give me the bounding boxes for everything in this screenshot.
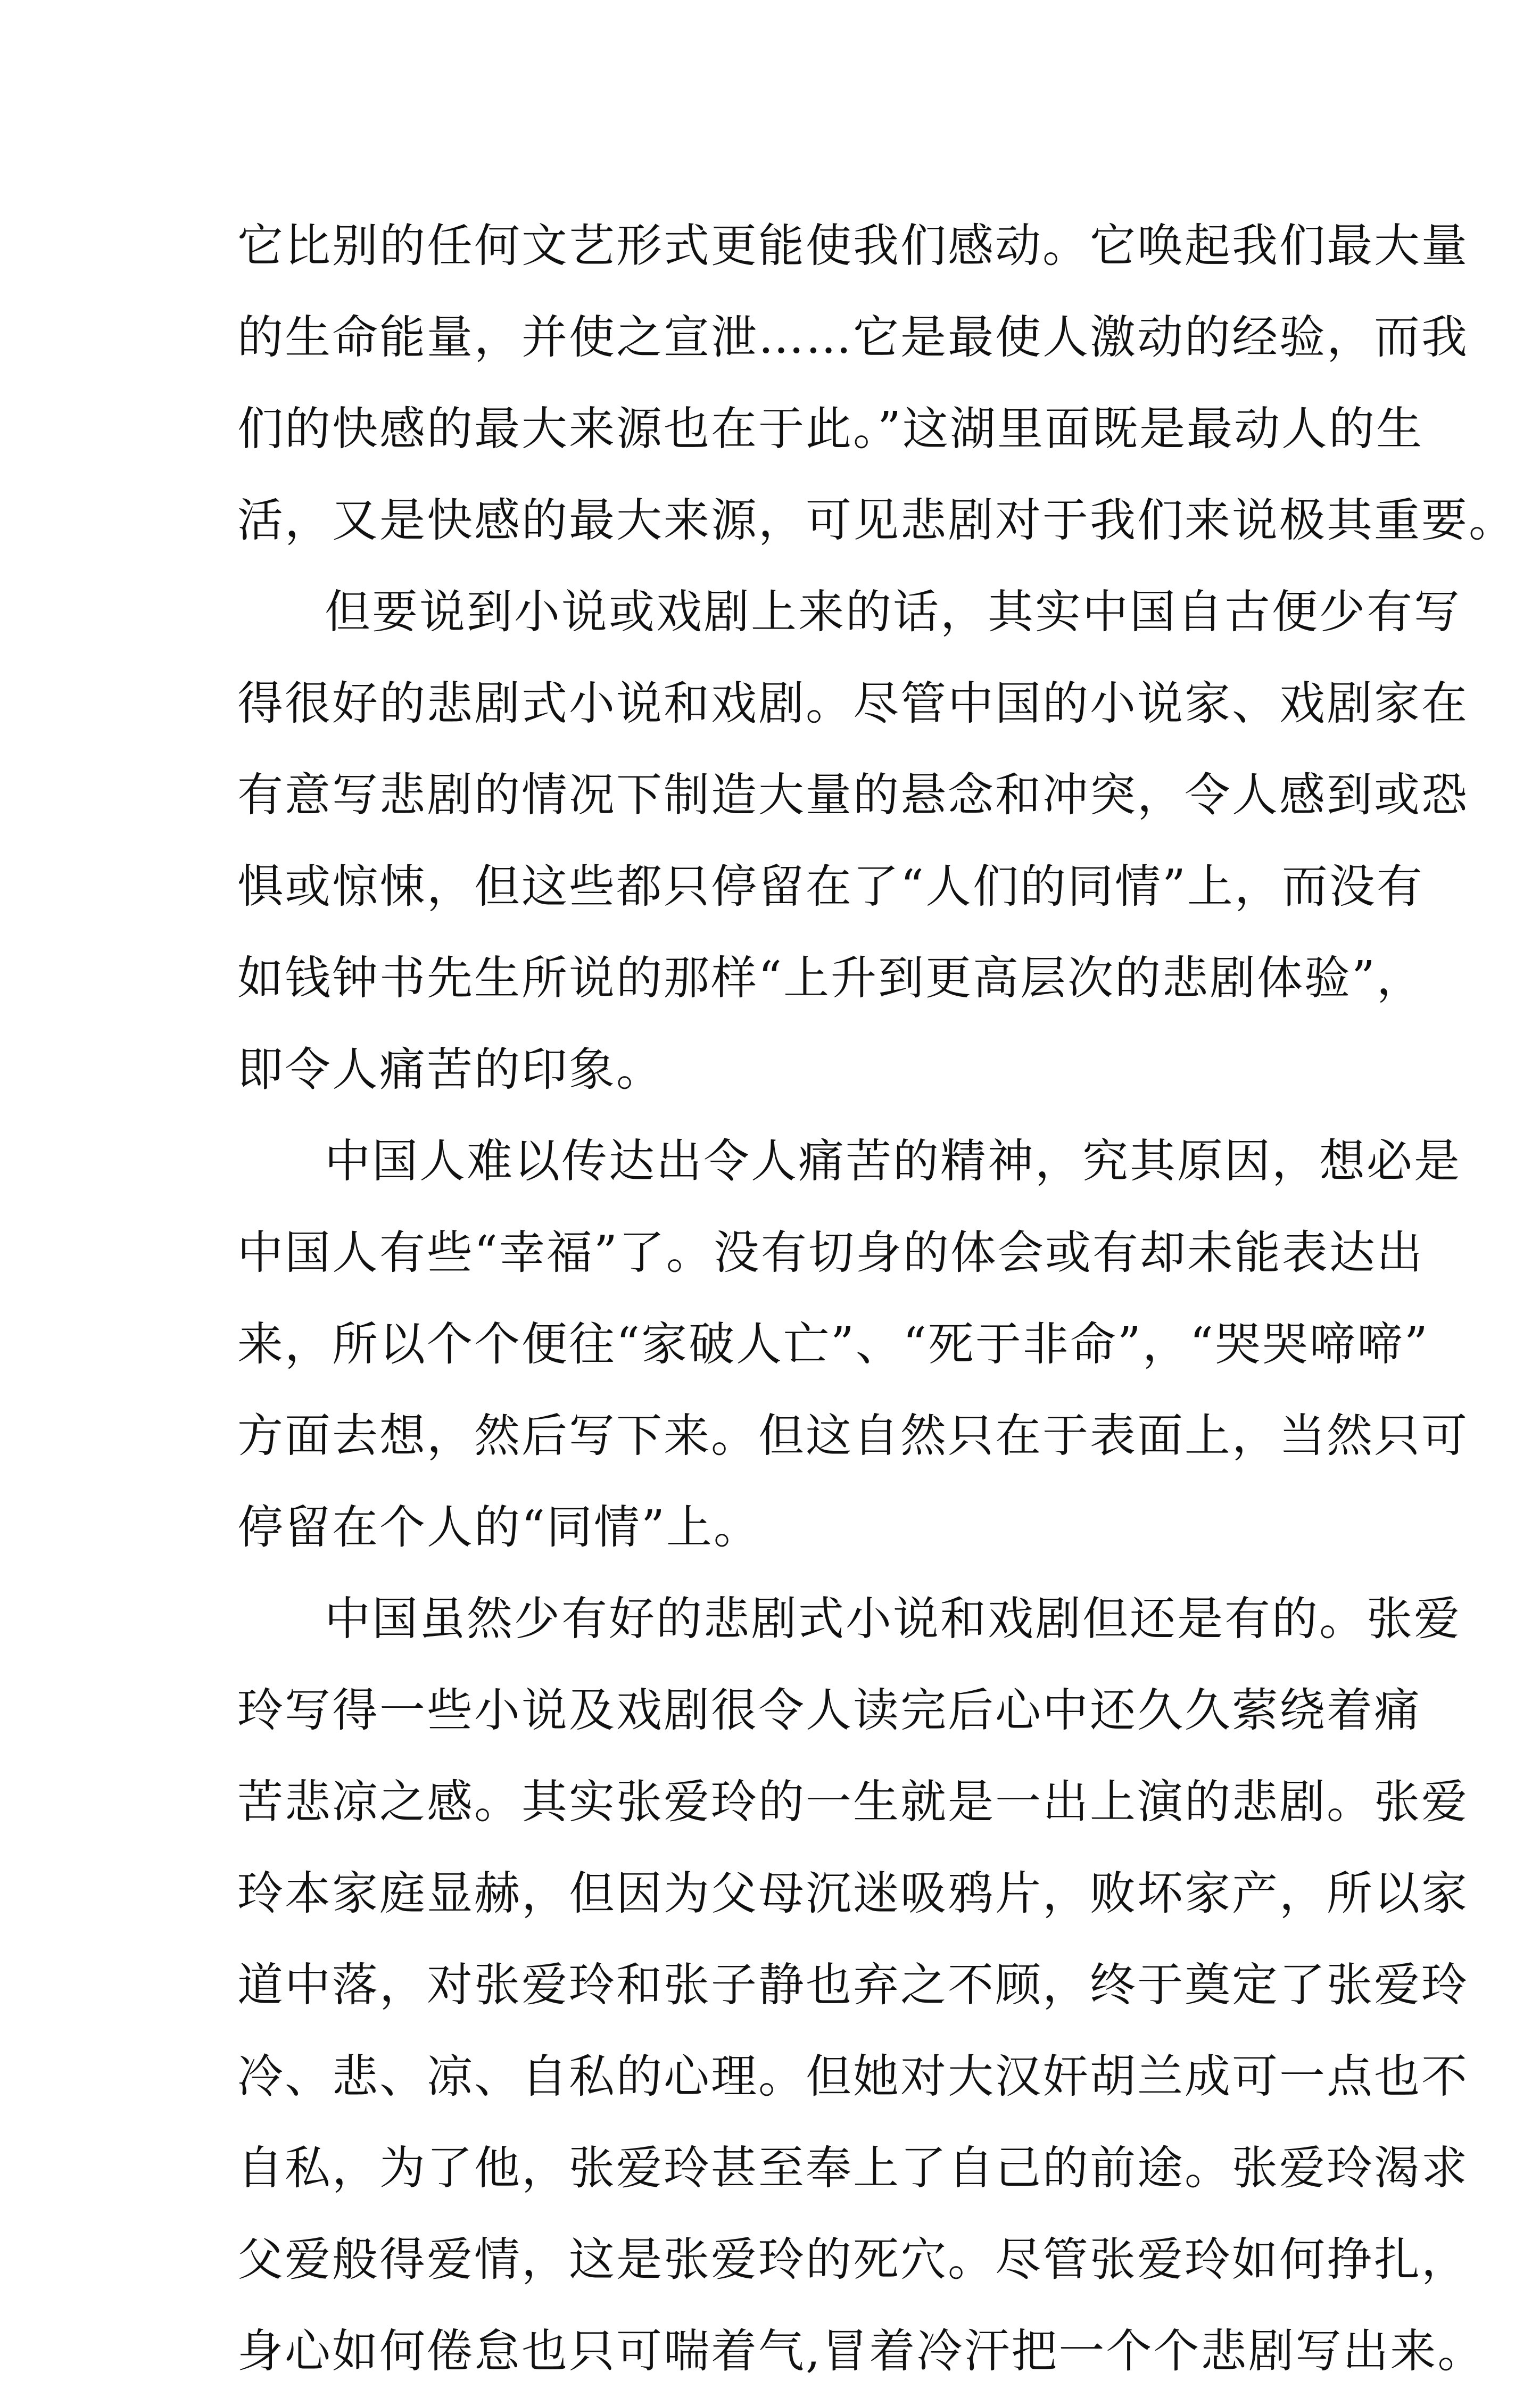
text-line: 们的快感的最大来源也在于此。”这湖里面既是最动人的生 — [237, 402, 1423, 456]
text-line: 冷、悲、凉、自私的心理。但她对大汉奸胡兰成可一点也不 — [237, 2050, 1469, 2103]
text-line: 中国人有些“幸福”了。没有切身的体会或有却未能表达出 — [237, 1226, 1424, 1279]
text-line: 道中落，对张爱玲和张子静也弃之不顾，终于奠定了张爱玲 — [237, 1958, 1469, 2012]
text-line: 玲本家庭显赫，但因为父母沉迷吸鸦片，败坏家产，所以家 — [237, 1867, 1469, 1920]
paragraph — [237, 566, 1469, 1115]
text-line: 得很好的悲剧式小说和戏剧。尽管中国的小说家、戏剧家在 — [237, 677, 1469, 730]
text-line: 如钱钟书先生所说的那样“上升到更高层次的悲剧体验”， — [237, 952, 1424, 1005]
text-line: 的生命能量，并使之宣泄……它是最使人激动的经验，而我 — [237, 311, 1469, 364]
text-line: 停留在个人的“同情”上。 — [237, 1501, 761, 1554]
text-line: 苦悲凉之感。其实张爱玲的一生就是一出上演的悲剧。张爱 — [237, 1775, 1469, 1829]
text-line: 自私，为了他，张爱玲甚至奉上了自己的前途。张爱玲渴求 — [237, 2142, 1469, 2195]
text-line: 玲写得一些小说及戏剧很令人读完后心中还久久萦绕着痛 — [237, 1684, 1421, 1737]
text-line: 中国人难以传达出令人痛苦的精神，究其原因，想必是 — [325, 1135, 1461, 1188]
document-body — [237, 200, 1516, 2397]
paragraph — [237, 1573, 1485, 2397]
text-line: 父爱般得爱情，这是张爱玲的死穴。尽管张爱玲如何挣扎， — [237, 2233, 1469, 2286]
text-line: 方面去想，然后写下来。但这自然只在于表面上，当然只可 — [237, 1409, 1469, 1462]
text-line: 即令人痛苦的印象。 — [237, 1043, 664, 1096]
text-line: 中国虽然少有好的悲剧式小说和戏剧但还是有的。张爱 — [325, 1592, 1461, 1646]
paragraph — [237, 200, 1516, 566]
text-line: 活，又是快感的最大来源，可见悲剧对于我们来说极其重要。 — [237, 494, 1516, 547]
text-line: 但要说到小说或戏剧上来的话，其实中国自古便少有写 — [325, 585, 1461, 639]
text-line: 它比别的任何文艺形式更能使我们感动。它唤起我们最大量 — [237, 219, 1469, 272]
text-line: 身心如何倦怠也只可喘着气,冒着冷汗把一个个悲剧写出来。 — [237, 2325, 1485, 2378]
text-line: 有意写悲剧的情况下制造大量的悬念和冲突，令人感到或恐 — [237, 768, 1469, 822]
paragraph — [237, 1115, 1469, 1573]
text-line: 惧或惊悚，但这些都只停留在了“人们的同情”上，而没有 — [237, 860, 1424, 913]
text-line: 来，所以个个便往“家破人亡”、“死于非命”，“哭哭啼啼” — [237, 1318, 1429, 1371]
